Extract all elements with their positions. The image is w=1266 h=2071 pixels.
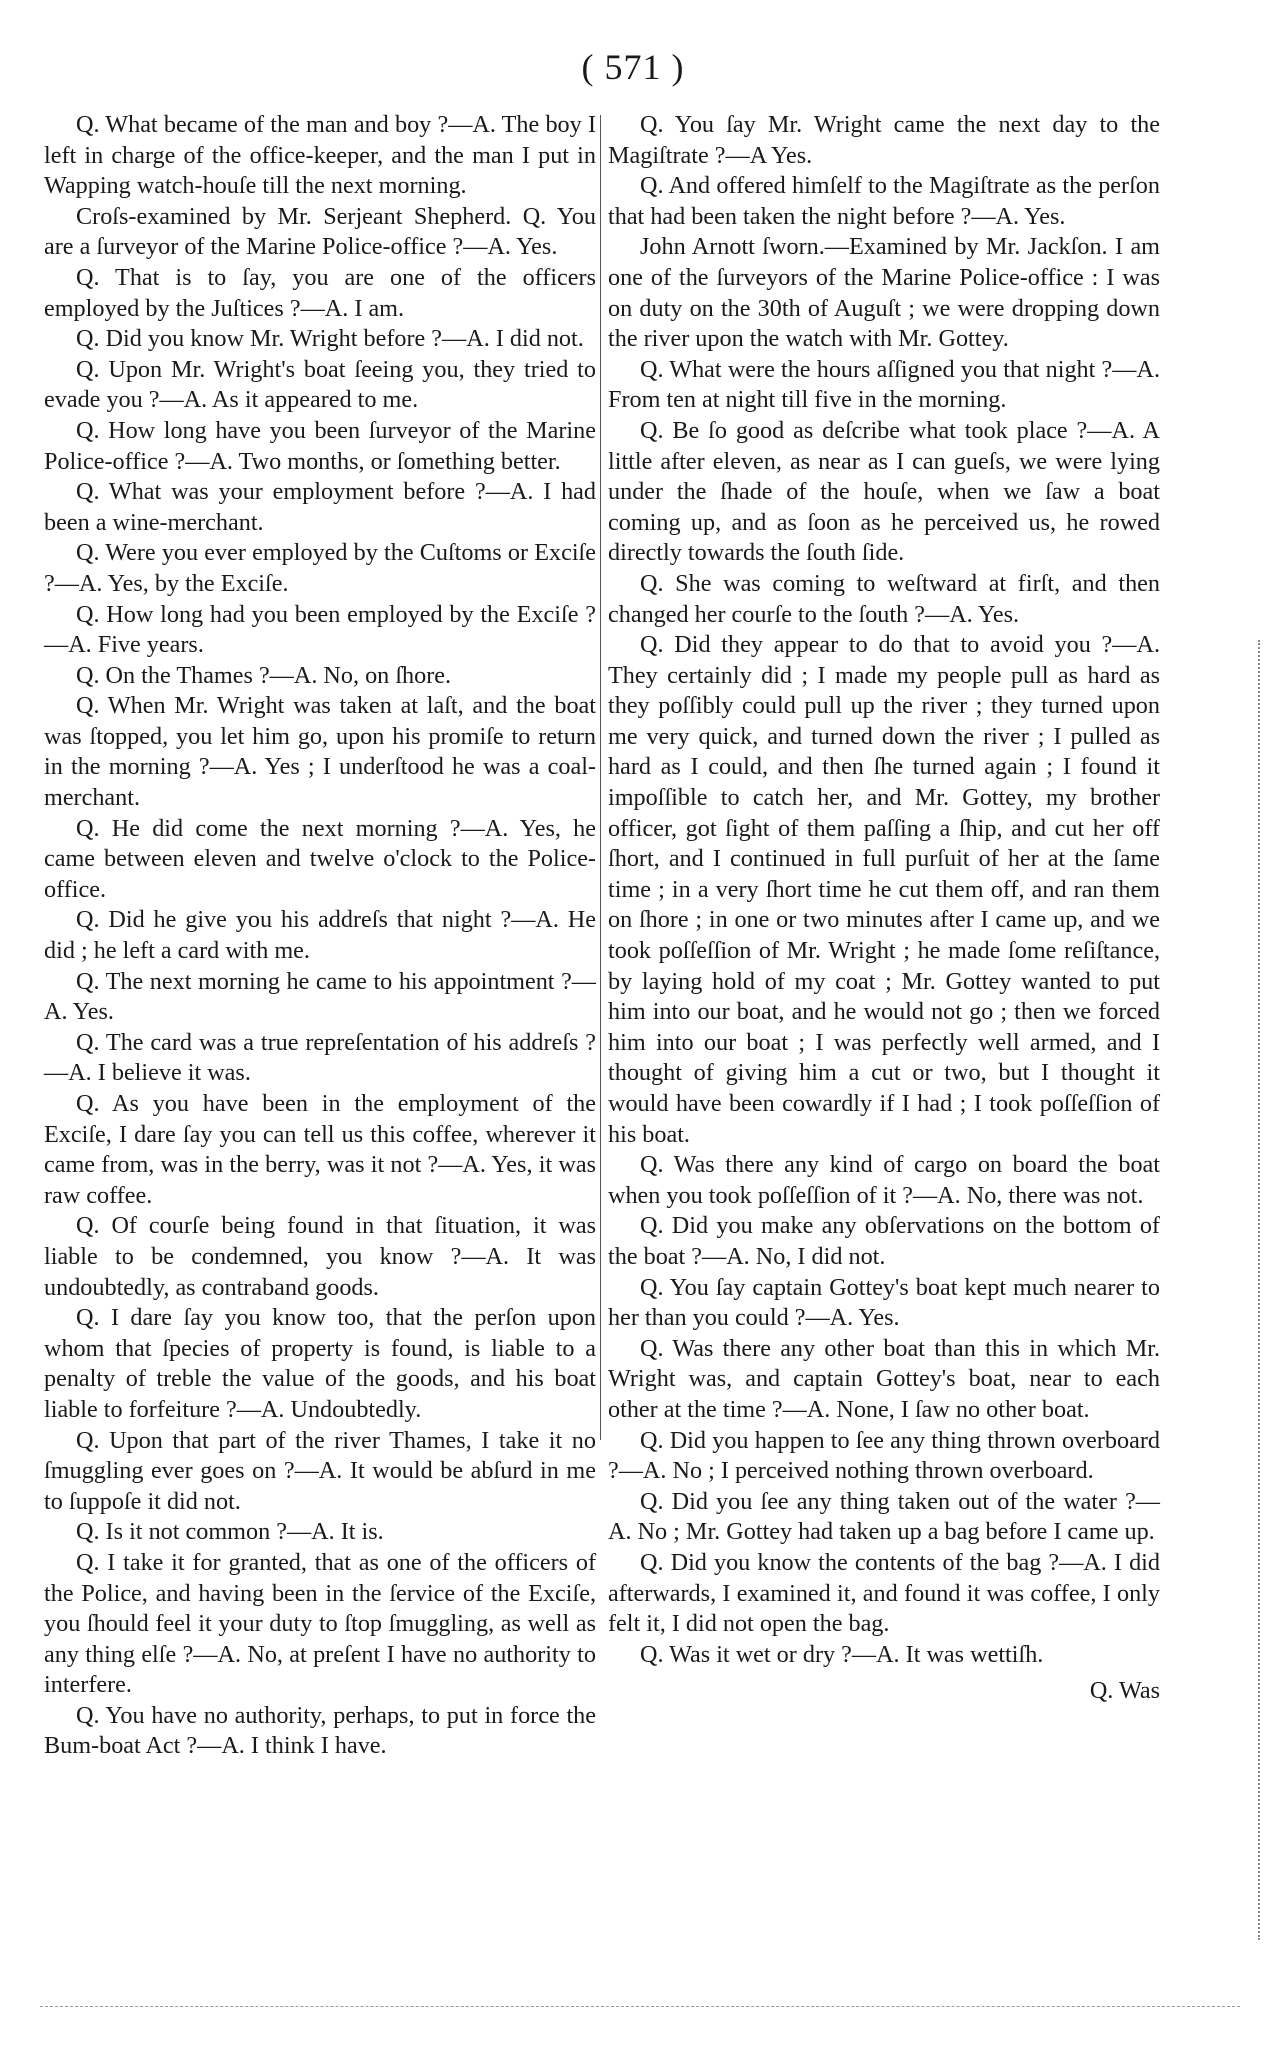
paragraph: Q. I dare ſay you know too, that the perſon upon whom that ſpecies of property is found, is liable to a penalty of treble the value of the goods, and his boat liable to forfeiture ?—A. Undoubtedly. [44,1304,596,1423]
paragraph: Q. She was coming to weſtward at firſt, and then changed her courſe to the ſouth ?—A. Yes. [608,569,1160,628]
paragraph: Q. How long have you been ſurveyor of the Marine Police-office ?—A. Two months, or ſomething better. [44,416,596,475]
paragraph: Q. And offered himſelf to the Magiſtrate as the perſon that had been taken the night before ?—A. Yes. [608,172,1160,230]
bottom-margin-rule [40,2006,1240,2007]
paragraph: Q. Did he give you his addreſs that night ?—A. He did ; he left a card with me. [44,906,596,965]
paragraph: Q. Upon Mr. Wright's boat ſeeing you, they tried to evade you ?—A. As it appeared to me. [44,355,596,414]
paragraph: Croſs-examined by Mr. Serjeant Shepherd. Q. You are a ſurveyor of the Marine Police-office ?—A. Yes. [44,202,596,261]
column-divider [600,115,601,1440]
page-edge [1250,640,1260,1940]
paragraph: Q. When Mr. Wright was taken at laſt, and the boat was ſtopped, you let him go, upon his promiſe to return in the morning ?—A. Yes ; I underſtood he was a coal-merchant. [44,692,596,812]
paragraph: Q. As you have been in the employment of the Exciſe, I dare ſay you can tell us this coffee, wherever it came from, was in the berry, was it not ?—A. Yes, it was raw coffee. [44,1090,596,1209]
paragraph: John Arnott ſworn.—Examined by Mr. Jackſon. I am one of the ſurveyors of the Marine Police-office : I was on duty on the 30th of Auguſt ; we were dropping down the river upon the watch with Mr. Gottey. [608,233,1160,353]
paragraph: Q. Is it not common ?—A. It is. [76,1518,384,1546]
paragraph: Q. Did you know Mr. Wright before ?—A. I did not. [76,325,584,353]
paragraph: Q. I take it for granted, that as one of the officers of the Police, and having been in the ſervice of the Exciſe, you ſhould feel it your duty to ſtop ſmuggling, as well as any thing elſe ?—A. No, at preſent I have no authority to interfere. [44,1548,596,1699]
paragraph: Q. You have no authority, perhaps, to put in force the Bum-boat Act ?—A. I think I have. [44,1701,596,1760]
paragraph: Q. Was there any kind of cargo on board the boat when you took poſſeſſion of it ?—A. No, there was not. [608,1151,1160,1209]
paragraph: Q. Upon that part of the river Thames, I take it no ſmuggling ever goes on ?—A. It would be abſurd in me to ſuppoſe it did not. [44,1426,596,1515]
paragraph: Q. Be ſo good as deſcribe what took place ?—A. A little after eleven, as near as I can gueſs, we were lying under the ſhade of the houſe, when we ſaw a boat coming up, and as ſoon as he perceived us, he rowed directly towards the ſouth ſide. [608,416,1160,567]
paragraph: Q. What were the hours aſſigned you that night ?—A. From ten at night till five in the morning. [608,355,1160,414]
right-column [608,110,1160,1707]
paragraph: Q. He did come the next morning ?—A. Yes, he came between eleven and twelve o'clock to the Police-office. [44,814,596,903]
paragraph: Q. What became of the man and boy ?—A. The boy I left in charge of the office-keeper, and the man I put in Wapping watch-houſe till the next morning. [44,111,596,200]
paragraph: Q. The next morning he came to his appointment ?—A. Yes. [44,967,596,1026]
paragraph: Q. Was it wet or dry ?—A. It was wettiſh. [640,1640,1044,1668]
paragraph: Q. Did you happen to ſee any thing thrown overboard ?—A. No ; I perceived nothing thrown overboard. [608,1426,1160,1485]
paragraph: Q. The card was a true repreſentation of his addreſs ?—A. I believe it was. [44,1028,596,1087]
paragraph: Q. Did you know the contents of the bag ?—A. I did afterwards, I examined it, and found it was coffee, I only felt it, I did not open the bag. [608,1548,1160,1638]
paragraph: Q. On the Thames ?—A. No, on ſhore. [76,661,452,689]
paragraph: Q. What was your employment before ?—A. I had been a wine-merchant. [44,478,596,536]
paragraph: Q. Was there any other boat than this in which Mr. Wright was, and captain Gottey's boat, near to each other at the time ?—A. None, I ſaw no other boat. [608,1334,1160,1423]
catchword: Q. Was [1089,1677,1160,1705]
paragraph: Q. That is to ſay, you are one of the officers employed by the Juſtices ?—A. I am. [44,263,596,322]
paragraph: Q. Did you ſee any thing taken out of the water ?—A. No ; Mr. Gottey had taken up a bag before I came up. [608,1487,1160,1546]
paragraph: Q. You ſay captain Gottey's boat kept much nearer to her than you could ?—A. Yes. [608,1273,1160,1332]
paragraph: Q. Of courſe being found in that ſituation, it was liable to be condemned, you know ?—A. It was undoubtedly, as contraband goods. [44,1212,596,1301]
paragraph: Q. Did you make any obſervations on the bottom of the boat ?—A. No, I did not. [608,1212,1160,1270]
paragraph: Q. Were you ever employed by the Cuſtoms or Exciſe ?—A. Yes, by the Exciſe. [44,539,596,597]
paragraph: Q. How long had you been employed by the Exciſe ?—A. Five years. [44,600,596,659]
left-column [44,110,596,1762]
paragraph: Q. Did they appear to do that to avoid you ?—A. They certainly did ; I made my people pull as hard as they poſſibly could pull up the river ; they turned upon me very quick, and turned down the river ; I pulled as hard as I could, and then ſhe turned again ; I found it impoſſible to catch her, and Mr. Gottey, my brother officer, got ſight of them paſſing a ſhip, and cut her off ſhort, and I continued in full purſuit of her at the ſame time ; in a very ſhort time he cut them off, and ran them on ſhore ; in one or two minutes after I came up, and we took poſſeſſion of Mr. Wright ; he made ſome reſiſtance, by laying hold of my coat ; Mr. Gottey wanted to put him into our boat, and he would not go ; then we forced him into our boat ; I was perfectly well armed, and I thought of giving him a cut or two, but I thought it would have been cowardly if I had ; I took poſſeſſion of his boat. [608,631,1160,1148]
page-number: ( 571 ) [581,47,685,87]
paragraph: Q. You ſay Mr. Wright came the next day to the Magiſtrate ?—A Yes. [608,111,1160,169]
